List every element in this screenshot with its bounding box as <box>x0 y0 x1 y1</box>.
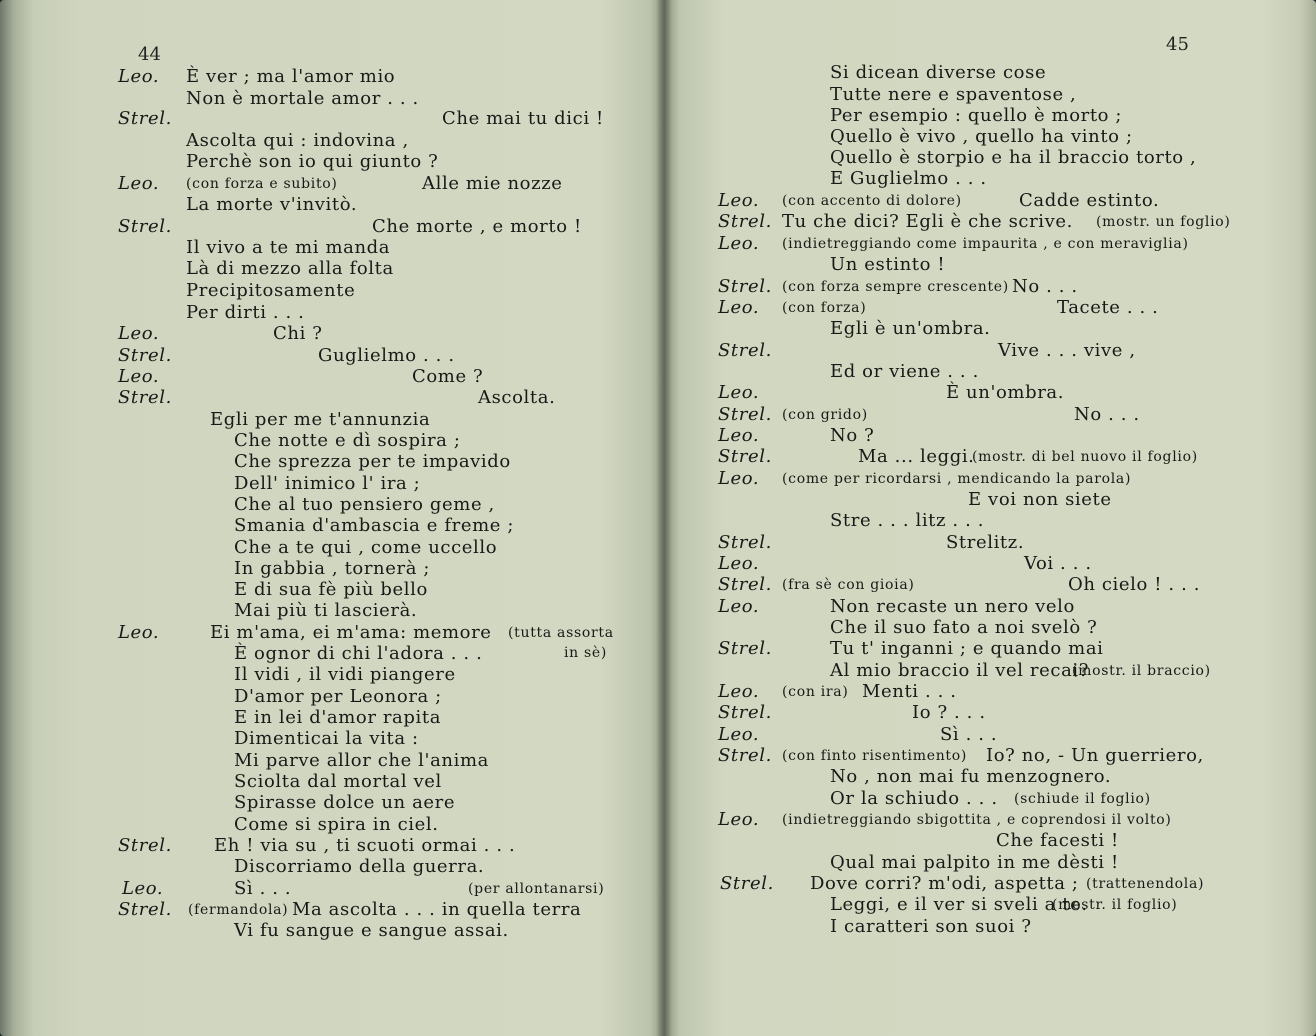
right-verse-line: Egli è un'ombra. <box>830 318 991 339</box>
right-verse-line: No . . . <box>1012 276 1078 297</box>
left-verse-line: Precipitosamente <box>186 280 356 301</box>
right-verse-line: E voi non siete <box>968 489 1112 510</box>
right-stage-direction: (con finto risentimento) <box>782 748 968 764</box>
left-verse-line: Eh ! via su , ti scuoti ormai . . . <box>214 835 516 856</box>
right-speaker-label: Strel. <box>718 638 772 659</box>
right-verse-line: Non recaste un nero velo <box>830 596 1075 617</box>
right-speaker-label: Strel. <box>718 532 772 553</box>
right-verse-line: Per esempio : quello è morto ; <box>830 105 1123 126</box>
right-speaker-label: Leo. <box>718 382 760 403</box>
left-speaker-label: Strel. <box>118 835 172 856</box>
left-verse-line: Guglielmo . . . <box>318 345 455 366</box>
left-verse-line: E in lei d'amor rapita <box>234 707 442 728</box>
left-speaker-label: Strel. <box>118 387 172 408</box>
right-verse-line: Qual mai palpito in me dèsti ! <box>830 852 1119 873</box>
right-verse-line: No ? <box>830 425 875 446</box>
right-verse-line: Tacete . . . <box>1057 297 1159 318</box>
right-verse-line: Che il suo fato a noi svelò ? <box>830 617 1098 638</box>
left-verse-line: Dimenticai la vita : <box>234 728 419 749</box>
left-verse-line: Sciolta dal mortal vel <box>234 771 442 792</box>
left-verse-line: È ognor di chi l'adora . . . <box>234 643 483 664</box>
right-verse-line: Un estinto ! <box>830 254 946 275</box>
left-verse-line: E di sua fè più bello <box>234 579 428 600</box>
right-verse-line: No . . . <box>1074 404 1140 425</box>
left-verse-line: Non è mortale amor . . . <box>186 88 419 109</box>
right-stage-direction: (con ira) <box>782 684 849 700</box>
right-verse-line: Ed or viene . . . <box>830 361 979 382</box>
left-speaker-label: Leo. <box>118 66 160 87</box>
right-verse-line: Che facesti ! <box>996 830 1119 851</box>
right-speaker-label: Leo. <box>718 468 760 489</box>
right-verse-line: Tu t' inganni ; e quando mai <box>830 638 1104 659</box>
right-speaker-label: Strel. <box>718 340 772 361</box>
right-stage-direction: (con forza sempre crescente) <box>782 279 1009 295</box>
left-verse-line: Chi ? <box>273 323 323 344</box>
left-speaker-label: Leo. <box>122 878 164 899</box>
left-verse-line: Perchè son io qui giunto ? <box>186 151 439 172</box>
right-verse-line: Strelitz. <box>946 532 1025 553</box>
left-speaker-label: Strel. <box>118 216 172 237</box>
left-verse-line: In gabbia , tornerà ; <box>234 558 431 579</box>
right-stage-direction: (mostr. un foglio) <box>1096 214 1231 230</box>
right-speaker-label: Leo. <box>718 553 760 574</box>
left-stage-direction: (tutta assorta <box>508 625 614 641</box>
right-speaker-label: Strel. <box>718 745 772 766</box>
right-verse-line: Leggi, e il ver si sveli a te. <box>830 894 1088 915</box>
left-verse-line: Il vivo a te mi manda <box>186 237 391 258</box>
left-verse-line: Vi fu sangue e sangue assai. <box>234 920 509 941</box>
left-verse-line: Ascolta. <box>478 387 556 408</box>
left-verse-line: Che al tuo pensiero geme , <box>234 494 495 515</box>
left-speaker-label: Leo. <box>118 366 160 387</box>
right-speaker-label: Strel. <box>718 446 772 467</box>
right-stage-direction: (con accento di dolore) <box>782 193 962 209</box>
left-verse-line: Il vidi , il vidi piangere <box>234 664 456 685</box>
left-speaker-label: Leo. <box>118 173 160 194</box>
left-verse-line: Che a te qui , come uccello <box>234 537 498 558</box>
left-verse-line: Là di mezzo alla folta <box>186 258 394 279</box>
right-stage-direction: (mostr. il foglio) <box>1052 897 1178 913</box>
right-stage-direction: (fra sè con gioia) <box>782 577 915 593</box>
right-verse-line: Oh cielo ! . . . <box>1068 574 1201 595</box>
left-verse-line: Dell' inimico l' ira ; <box>234 473 421 494</box>
left-verse-line: Ei m'ama, ei m'ama: memore <box>210 622 492 643</box>
right-verse-line: Dove corri? m'odi, aspetta ; <box>810 873 1079 894</box>
left-verse-line: Ma ascolta . . . in quella terra <box>292 899 582 920</box>
left-verse-line: Ascolta qui : indovina , <box>186 130 409 151</box>
left-verse-line: Che morte , e morto ! <box>372 216 582 237</box>
left-speaker-label: Strel. <box>118 899 172 920</box>
right-verse-line: E Guglielmo . . . <box>830 168 987 189</box>
right-stage-direction: (schiude il foglio) <box>1014 791 1151 807</box>
right-stage-direction: (indietreggiando sbigottita , e coprendosi il volto) <box>782 812 1172 828</box>
right-speaker-label: Leo. <box>718 297 760 318</box>
right-verse-line: Al mio braccio il vel recai? <box>830 660 1090 681</box>
left-verse-line: Che notte e dì sospira ; <box>234 430 461 451</box>
right-verse-line: Tutte nere e spaventose , <box>830 84 1077 105</box>
left-verse-line: Come ? <box>412 366 484 387</box>
left-stage-direction: (fermandola) <box>188 902 289 918</box>
page-number-left: 44 <box>138 44 161 65</box>
left-verse-line: Egli per me t'annunzia <box>210 409 431 430</box>
right-speaker-label: Strel. <box>718 276 772 297</box>
right-verse-line: Or la schiudo . . . <box>830 788 998 809</box>
right-speaker-label: Strel. <box>718 702 772 723</box>
left-verse-line: Come si spira in ciel. <box>234 814 439 835</box>
left-verse-line: D'amor per Leonora ; <box>234 686 442 707</box>
right-stage-direction: (trattenendola) <box>1086 876 1205 892</box>
right-speaker-label: Leo. <box>718 596 760 617</box>
left-stage-direction: in sè) <box>564 645 608 661</box>
right-verse-line: No , non mai fu menzognero. <box>830 766 1112 787</box>
right-stage-direction: (mostr. il braccio) <box>1072 663 1211 679</box>
left-speaker-label: Strel. <box>118 345 172 366</box>
book-gutter <box>656 0 672 1036</box>
left-verse-line: Che sprezza per te impavido <box>234 451 511 472</box>
left-verse-line: È ver ; ma l'amor mio <box>186 66 396 87</box>
right-speaker-label: Strel. <box>720 873 774 894</box>
left-verse-line: Spirasse dolce un aere <box>234 792 456 813</box>
right-speaker-label: Leo. <box>718 190 760 211</box>
left-verse-line: Che mai tu dici ! <box>442 108 604 129</box>
right-verse-line: Ma ... leggi. <box>858 446 975 467</box>
right-speaker-label: Leo. <box>718 233 760 254</box>
right-verse-line: Io ? . . . <box>912 702 986 723</box>
right-verse-line: Vive . . . vive , <box>998 340 1136 361</box>
right-verse-line: È un'ombra. <box>946 382 1065 403</box>
right-stage-direction: (come per ricordarsi , mendicando la parola) <box>782 471 1132 487</box>
left-speaker-label: Leo. <box>118 622 160 643</box>
right-speaker-label: Leo. <box>718 809 760 830</box>
right-verse-line: Cadde estinto. <box>1019 190 1160 211</box>
right-verse-line: Tu che dici? Egli è che scrive. <box>782 211 1073 232</box>
right-stage-direction: (con grido) <box>782 407 868 423</box>
left-verse-line: Per dirti . . . <box>186 302 305 323</box>
right-verse-line: Si dicean diverse cose <box>830 62 1047 83</box>
left-verse-line: Sì . . . <box>234 878 292 899</box>
right-speaker-label: Leo. <box>718 681 760 702</box>
right-speaker-label: Leo. <box>718 724 760 745</box>
right-verse-line: I caratteri son suoi ? <box>830 916 1032 937</box>
right-verse-line: Sì . . . <box>940 724 998 745</box>
left-verse-line: La morte v'invitò. <box>186 194 358 215</box>
right-speaker-label: Strel. <box>718 574 772 595</box>
right-verse-line: Stre . . . litz . . . <box>830 510 985 531</box>
right-verse-line: Quello è vivo , quello ha vinto ; <box>830 126 1133 147</box>
right-verse-line: Io? no, - Un guerriero, <box>986 745 1204 766</box>
left-stage-direction: (con forza e subito) <box>186 176 338 192</box>
left-verse-line: Mi parve allor che l'anima <box>234 750 489 771</box>
left-verse-line: Alle mie nozze <box>422 173 563 194</box>
right-speaker-label: Strel. <box>718 404 772 425</box>
right-speaker-label: Strel. <box>718 211 772 232</box>
right-speaker-label: Leo. <box>718 425 760 446</box>
left-verse-line: Smania d'ambascia e freme ; <box>234 515 514 536</box>
right-verse-line: Quello è storpio e ha il braccio torto , <box>830 147 1197 168</box>
right-verse-line: Menti . . . <box>862 681 957 702</box>
right-stage-direction: (con forza) <box>782 300 867 316</box>
left-verse-line: Discorriamo della guerra. <box>234 856 485 877</box>
left-speaker-label: Strel. <box>118 108 172 129</box>
right-verse-line: Voi . . . <box>1024 553 1092 574</box>
left-stage-direction: (per allontanarsi) <box>468 881 605 897</box>
right-stage-direction: (indietreggiando come impaurita , e con meraviglia) <box>782 236 1189 252</box>
left-verse-line: Mai più ti lascierà. <box>234 600 418 621</box>
right-stage-direction: (mostr. di bel nuovo il foglio) <box>972 449 1198 465</box>
page-number-right: 45 <box>1166 34 1189 55</box>
left-speaker-label: Leo. <box>118 323 160 344</box>
